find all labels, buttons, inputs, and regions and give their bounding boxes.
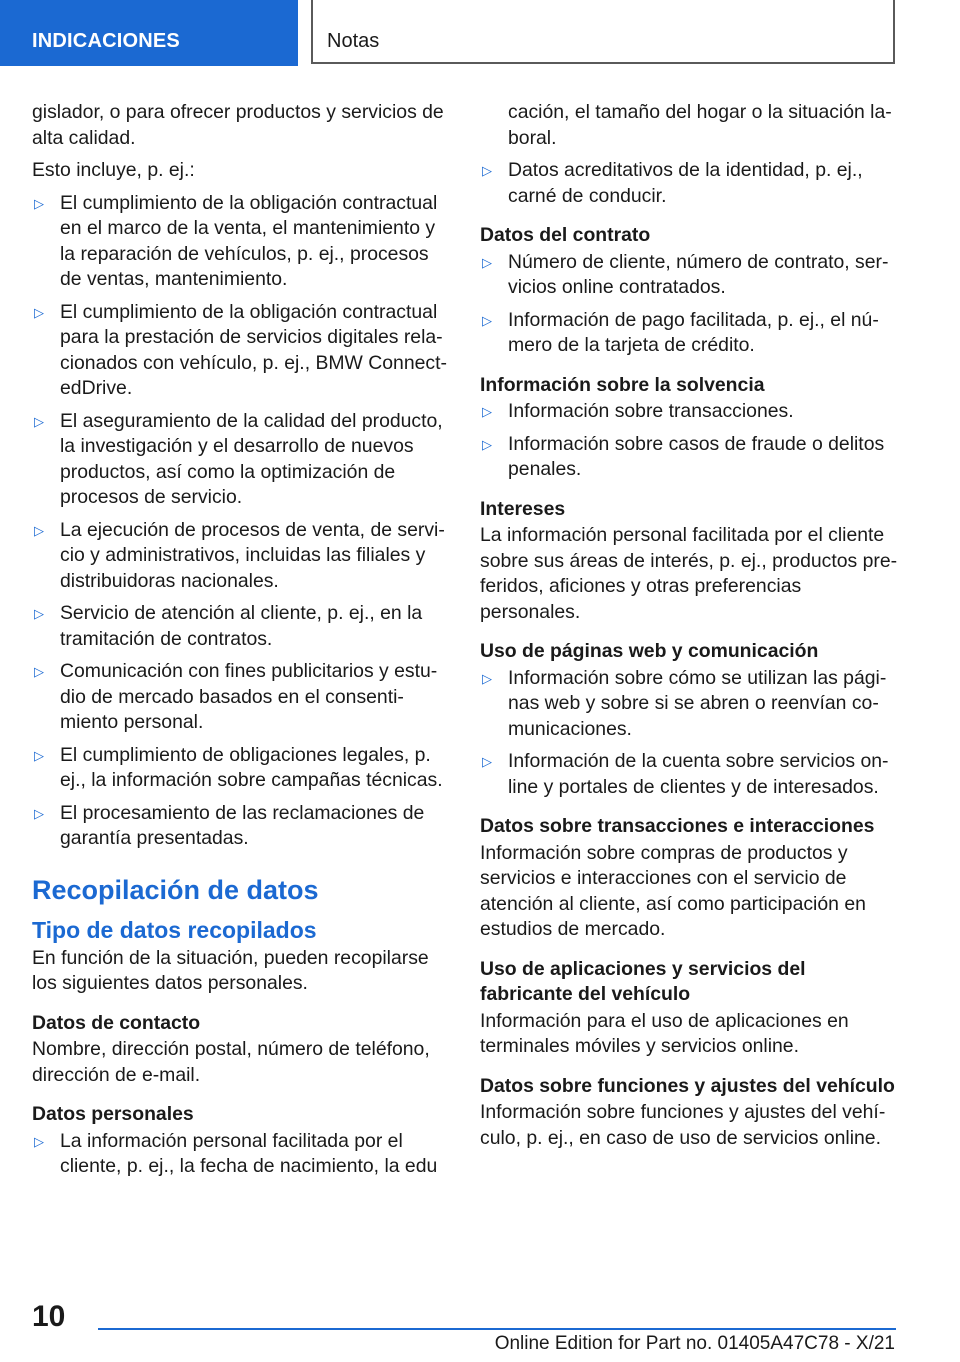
list-item-text: Número de cliente, número de contrato, servicios online contratados. [508,250,889,298]
list-item [480,250,898,301]
list-item-text: El cumplimiento de obligaciones legales, p. ej., la información sobre campañas técnicas. [60,743,443,791]
contact-data-text: Nombre, dirección postal, número de teléfono, dirección de e-mail. [32,1038,430,1086]
list-item-text: El aseguramiento de la calidad del producto, la investigación y el desarrollo de nuevos productos, así como la optimización de procesos de servicio. [60,409,443,508]
list-item [32,518,450,595]
triangle-bullet-icon: ▷ [482,754,492,769]
list-item [32,191,450,293]
triangle-bullet-icon: ▷ [34,304,44,320]
web-usage-heading: Uso de páginas web y comunicación [480,640,819,662]
triangle-bullet-icon: ▷ [482,670,492,686]
chapter-title: Notas [311,0,895,64]
list-item-text: Comunicación con fines publicitarios y estudio de mercado basados en el consentimiento personal. [60,660,438,733]
list-item [32,300,450,402]
list-item-text: Datos acreditativos de la identidad, p. ej., carné de conducir. [508,159,863,207]
right-column [480,100,898,1158]
triangle-bullet-icon: ▷ [482,163,492,178]
list-item-continued [480,100,898,151]
list-item-text: La información personal facilitada por el cliente, p. ej., la fecha de nacimiento, la edu [60,1129,438,1177]
vehicle-functions-text: Información sobre funciones y ajustes del vehículo, p. ej., en caso de uso de servicios online. [480,1101,886,1149]
triangle-bullet-icon: ▷ [34,664,44,679]
list-item-text: El cumplimiento de la obligación contractual para la prestación de servicios digitales relacionados con vehículo, p. ej., BMW ConnectedDrive. [60,300,447,399]
section-tab: INDICACIONES [0,0,298,66]
triangle-bullet-icon: ▷ [482,312,492,328]
footer-divider [98,1328,896,1330]
vehicle-functions-heading: Datos sobre funciones y ajustes del vehículo [480,1074,895,1097]
left-column [32,100,450,1187]
list-item [32,801,450,852]
edition-footer: Online Edition for Part no. 01405A47C78 - X/21 [494,1333,895,1354]
list-item [480,308,898,359]
triangle-bullet-icon: ▷ [34,413,44,429]
apps-heading: Uso de aplicaciones y servicios del fabricante del vehículo [480,957,806,1005]
page-number: 10 [32,1300,66,1333]
triangle-bullet-icon: ▷ [34,606,44,621]
list-item [480,158,898,209]
subsection-heading: Tipo de datos recopilados [32,916,317,943]
subsection-intro: En función de la situación, pueden recopilarse los siguientes datos personales. [32,946,429,994]
contact-data-heading: Datos de contacto [32,1011,201,1034]
contract-data-heading: Datos del contrato [480,224,651,246]
intro-paragraph: gislador, o para ofrecer productos y servicios de alta calidad. [32,101,444,149]
solvency-heading: Información sobre la solvencia [480,373,765,396]
list-item [480,432,898,483]
triangle-bullet-icon: ▷ [34,1133,44,1149]
page-header [0,0,960,66]
list-item-text: Información sobre cómo se utilizan las páginas web y sobre si se abren o reenvían comunicaciones. [508,666,887,740]
transactions-heading: Datos sobre transacciones e interacciones [480,815,875,837]
triangle-bullet-icon: ▷ [34,195,44,211]
transactions-text: Información sobre compras de productos y servicios e interacciones con el servicio de atención al cliente, así como participación en estudios de mercado. [480,841,866,940]
list-item [480,749,898,800]
list-item-text: La ejecución de procesos de venta, de servicio y administrativos, incluidas las filiales y distribuidoras nacionales. [60,518,445,592]
list-item-text: Información de la cuenta sobre servicios online y portales de clientes y de interesados. [508,750,889,798]
triangle-bullet-icon: ▷ [34,805,44,821]
intro-list-lead: Esto incluye, p. ej.: [32,159,195,181]
list-item-text: Información de pago facilitada, p. ej., el número de la tarjeta de crédito. [508,308,879,356]
triangle-bullet-icon: ▷ [482,404,492,419]
triangle-bullet-icon: ▷ [482,436,492,452]
apps-text: Información para el uso de aplicaciones en terminales móviles y servicios online. [480,1009,849,1057]
list-item-text: cación, el tamaño del hogar o la situación laboral. [508,101,892,149]
list-item [480,399,898,425]
list-item [32,743,450,794]
list-item-text: Servicio de atención al cliente, p. ej., en la tramitación de contratos. [60,602,423,650]
section-heading: Recopilación de datos [32,874,319,905]
triangle-bullet-icon: ▷ [34,747,44,763]
list-item-text: Información sobre casos de fraude o delitos penales. [508,432,885,480]
list-item-text: Información sobre transacciones. [508,400,794,422]
list-item [32,601,450,652]
list-item [32,1129,450,1180]
interests-text: La información personal facilitada por el cliente sobre sus áreas de interés, p. ej., productos preferidos, aficiones y otras preferencias personales. [480,524,898,623]
personal-data-heading: Datos personales [32,1103,194,1125]
list-item [32,659,450,736]
interests-heading: Intereses [480,497,566,520]
list-item-text: El cumplimiento de la obligación contractual en el marco de la venta, el mantenimiento y la reparación de vehículos, p. ej., procesos de ventas, mantenimiento. [60,191,438,290]
list-item-text: El procesamiento de las reclamaciones de garantía presentadas. [60,801,425,849]
list-item [32,409,450,511]
list-item [480,666,898,743]
triangle-bullet-icon: ▷ [34,522,44,538]
triangle-bullet-icon: ▷ [482,254,492,270]
